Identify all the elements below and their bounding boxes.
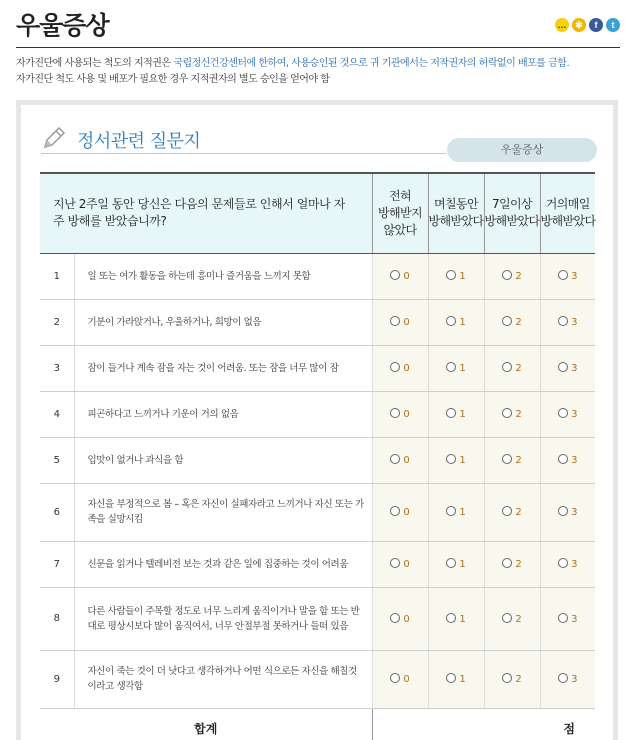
radio-button[interactable]: [446, 673, 456, 683]
share-buttons: [555, 18, 620, 32]
radio-button[interactable]: [390, 362, 400, 372]
option-score: 2: [515, 507, 522, 518]
question-row: [40, 541, 595, 587]
option-score: 1: [459, 674, 466, 685]
copyright-notice: [16, 56, 569, 88]
answer-option-0[interactable]: [372, 650, 428, 708]
option-header-3: [540, 173, 595, 253]
option-score: 3: [571, 409, 578, 420]
answer-option-3[interactable]: [540, 541, 595, 587]
radio-button[interactable]: [558, 613, 568, 623]
pencil-icon: [41, 125, 67, 151]
kakaostory-icon[interactable]: ✱: [572, 18, 586, 32]
answer-option-1[interactable]: [428, 391, 484, 437]
question-rows: [40, 253, 595, 708]
radio-button[interactable]: [558, 270, 568, 280]
answer-option-1[interactable]: [428, 345, 484, 391]
option-score: 1: [459, 317, 466, 328]
radio-button[interactable]: [390, 673, 400, 683]
radio-button[interactable]: [502, 506, 512, 516]
opt-label: 방해받았다: [540, 214, 596, 229]
title-underline: [41, 153, 446, 154]
answer-option-0[interactable]: [372, 483, 428, 541]
answer-option-1[interactable]: [428, 253, 484, 299]
answer-option-2[interactable]: [484, 391, 540, 437]
option-score: 2: [515, 409, 522, 420]
answer-option-0[interactable]: [372, 391, 428, 437]
option-score: 1: [459, 507, 466, 518]
radio-button[interactable]: [446, 362, 456, 372]
option-score: 3: [571, 507, 578, 518]
questionnaire-box: [16, 100, 618, 740]
radio-button[interactable]: [558, 316, 568, 326]
answer-option-3[interactable]: [540, 253, 595, 299]
option-score: 0: [403, 613, 410, 625]
radio-button[interactable]: [502, 316, 512, 326]
option-score: 1: [459, 455, 466, 466]
radio-button[interactable]: [446, 408, 456, 418]
question-row: [40, 345, 595, 391]
question-row: [40, 437, 595, 483]
radio-button[interactable]: [390, 270, 400, 280]
answer-option-2[interactable]: [484, 541, 540, 587]
radio-button[interactable]: [390, 454, 400, 464]
answer-option-1[interactable]: [428, 483, 484, 541]
notice-prefix: 자가진단에 사용되는 척도의 지적권은: [16, 58, 174, 69]
option-score: 3: [571, 455, 578, 466]
opt-label: 방해받았다: [428, 214, 484, 229]
facebook-icon[interactable]: f: [589, 18, 603, 32]
question-row: [40, 253, 595, 299]
answer-option-2[interactable]: [484, 483, 540, 541]
radio-button[interactable]: [558, 362, 568, 372]
radio-button[interactable]: [390, 316, 400, 326]
option-score: 2: [515, 613, 522, 625]
question-text: 자신이 죽는 것이 더 낫다고 생각하거나 어떤 식으로든 자신을 해칠것이라고 생각함: [74, 650, 372, 708]
option-score: 1: [459, 409, 466, 420]
answer-option-1[interactable]: [428, 541, 484, 587]
answer-option-2[interactable]: [484, 253, 540, 299]
option-score: 0: [403, 559, 410, 570]
opt-label: 7일이상: [491, 197, 532, 212]
option-score: 2: [515, 455, 522, 466]
radio-button[interactable]: [390, 558, 400, 568]
questionnaire-title: 정서관련 질문지: [77, 131, 201, 152]
radio-button[interactable]: [390, 613, 400, 623]
question-text: 피곤하다고 느끼거나 기운이 거의 없음: [74, 391, 372, 437]
question-header: 지난 2주일 동안 당신은 다음의 문제들로 인해서 얼마나 자주 방해를 받았습니까?: [40, 173, 372, 253]
question-text: 잠이 들거나 계속 잠을 자는 것이 어려움. 또는 잠을 너무 많이 잠: [74, 345, 372, 391]
question-text: 자신을 부정적으로 봄 – 혹은 자신이 실패자라고 느끼거나 자신 또는 가족을 실망시킴: [74, 483, 372, 541]
answer-option-3[interactable]: [540, 345, 595, 391]
opt-label: 거의매일: [545, 197, 590, 212]
question-text: 입맛이 없거나 과식을 함: [74, 437, 372, 483]
answer-option-3[interactable]: [540, 437, 595, 483]
radio-button[interactable]: [446, 316, 456, 326]
radio-button[interactable]: [446, 454, 456, 464]
answer-option-2[interactable]: [484, 650, 540, 708]
answer-option-2[interactable]: [484, 437, 540, 483]
question-text: 신문을 읽거나 텔레비전 보는 것과 같은 일에 집중하는 것이 어려움: [74, 541, 372, 587]
question-number: 9: [40, 650, 74, 708]
option-score: 1: [459, 613, 466, 625]
answer-option-3[interactable]: [540, 650, 595, 708]
option-score: 0: [403, 455, 410, 466]
question-number: 6: [40, 483, 74, 541]
radio-button[interactable]: [502, 270, 512, 280]
option-score: 0: [403, 674, 410, 685]
question-row: [40, 650, 595, 708]
option-score: 2: [515, 317, 522, 328]
notice-line-2: 자가진단 척도 사용 및 배포가 필요한 경우 지적권자의 별도 승인을 얻어야 함: [16, 74, 330, 85]
radio-button[interactable]: [390, 408, 400, 418]
option-score: 1: [459, 363, 466, 374]
answer-option-1[interactable]: [428, 587, 484, 650]
option-score: 1: [459, 271, 466, 282]
radio-button[interactable]: [558, 408, 568, 418]
radio-button[interactable]: [446, 270, 456, 280]
page-header: [16, 0, 620, 48]
question-number: 1: [40, 253, 74, 299]
option-score: 0: [403, 317, 410, 328]
question-number: 2: [40, 299, 74, 345]
answer-option-3[interactable]: [540, 483, 595, 541]
radio-button[interactable]: [558, 454, 568, 464]
question-number: 3: [40, 345, 74, 391]
notice-highlight: 국립정신건강센터에 한하여, 사용승인된 것으로 귀 기관에서는 저작권자의 허락없이 배포를 금함.: [173, 58, 570, 69]
option-score: 0: [403, 363, 410, 374]
radio-button[interactable]: [446, 506, 456, 516]
radio-button[interactable]: [502, 454, 512, 464]
question-number: 4: [40, 391, 74, 437]
option-score: 0: [403, 507, 410, 518]
question-row: [40, 483, 595, 541]
option-header-0: [372, 173, 428, 253]
option-score: 0: [403, 409, 410, 420]
answer-option-0[interactable]: [372, 345, 428, 391]
page-title: 우울증상: [16, 11, 109, 40]
answer-option-0[interactable]: [372, 437, 428, 483]
radio-button[interactable]: [558, 673, 568, 683]
answer-option-0[interactable]: [372, 541, 428, 587]
option-score: 1: [459, 559, 466, 570]
question-number: 5: [40, 437, 74, 483]
answer-option-1[interactable]: [428, 299, 484, 345]
category-pill: 우울증상: [447, 138, 597, 162]
answer-option-0[interactable]: [372, 299, 428, 345]
answer-option-0[interactable]: [372, 253, 428, 299]
answer-option-1[interactable]: [428, 650, 484, 708]
questionnaire-table: [40, 172, 595, 740]
option-score: 3: [571, 613, 578, 625]
question-text: 일 또는 여가 활동을 하는데 흥미나 즐거움을 느끼지 못함: [74, 253, 372, 299]
opt-label: 전혀: [389, 188, 411, 203]
radio-button[interactable]: [558, 506, 568, 516]
answer-option-1[interactable]: [428, 437, 484, 483]
option-header-1: [428, 173, 484, 253]
radio-button[interactable]: [502, 408, 512, 418]
question-row: [40, 587, 595, 650]
radio-button[interactable]: [558, 558, 568, 568]
radio-button[interactable]: [502, 613, 512, 623]
radio-button[interactable]: [446, 558, 456, 568]
answer-option-3[interactable]: [540, 299, 595, 345]
opt-label: 방해받지: [378, 205, 422, 220]
answer-option-2[interactable]: [484, 345, 540, 391]
option-score: 2: [515, 674, 522, 685]
option-score: 3: [571, 559, 578, 570]
option-score: 3: [571, 674, 578, 685]
answer-option-3[interactable]: [540, 391, 595, 437]
twitter-icon[interactable]: t: [606, 18, 620, 32]
total-score: 점: [372, 708, 595, 740]
question-number: 7: [40, 541, 74, 587]
question-row: [40, 391, 595, 437]
answer-option-3[interactable]: [540, 587, 595, 650]
option-score: 2: [515, 271, 522, 282]
option-score: 2: [515, 363, 522, 374]
question-row: [40, 299, 595, 345]
radio-button[interactable]: [390, 506, 400, 516]
opt-label: 며칠동안: [434, 197, 478, 212]
question-number: 8: [40, 587, 74, 650]
answer-option-2[interactable]: [484, 587, 540, 650]
radio-button[interactable]: [446, 613, 456, 623]
option-score: 3: [571, 363, 578, 374]
option-header-2: [484, 173, 540, 253]
question-text: 다른 사람들이 주목할 정도로 너무 느리게 움직이거나 말을 함 또는 반대로 평상시보다 많이 움직여서, 너무 안절부절 못하거나 들떠 있음: [74, 587, 372, 650]
radio-button[interactable]: [502, 673, 512, 683]
option-score: 3: [571, 317, 578, 328]
question-text: 기분이 가라앉거나, 우울하거나, 희망이 없음: [74, 299, 372, 345]
kakaotalk-icon[interactable]: …: [555, 18, 569, 32]
answer-option-0[interactable]: [372, 587, 428, 650]
option-score: 3: [571, 271, 578, 282]
radio-button[interactable]: [502, 558, 512, 568]
answer-option-2[interactable]: [484, 299, 540, 345]
opt-label: 방해받았다: [484, 214, 540, 229]
option-score: 2: [515, 559, 522, 570]
notice-line-1: [16, 56, 569, 72]
opt-label: 않았다: [383, 222, 417, 237]
option-score: 0: [403, 271, 410, 282]
radio-button[interactable]: [502, 362, 512, 372]
total-label: 합계: [40, 708, 372, 740]
